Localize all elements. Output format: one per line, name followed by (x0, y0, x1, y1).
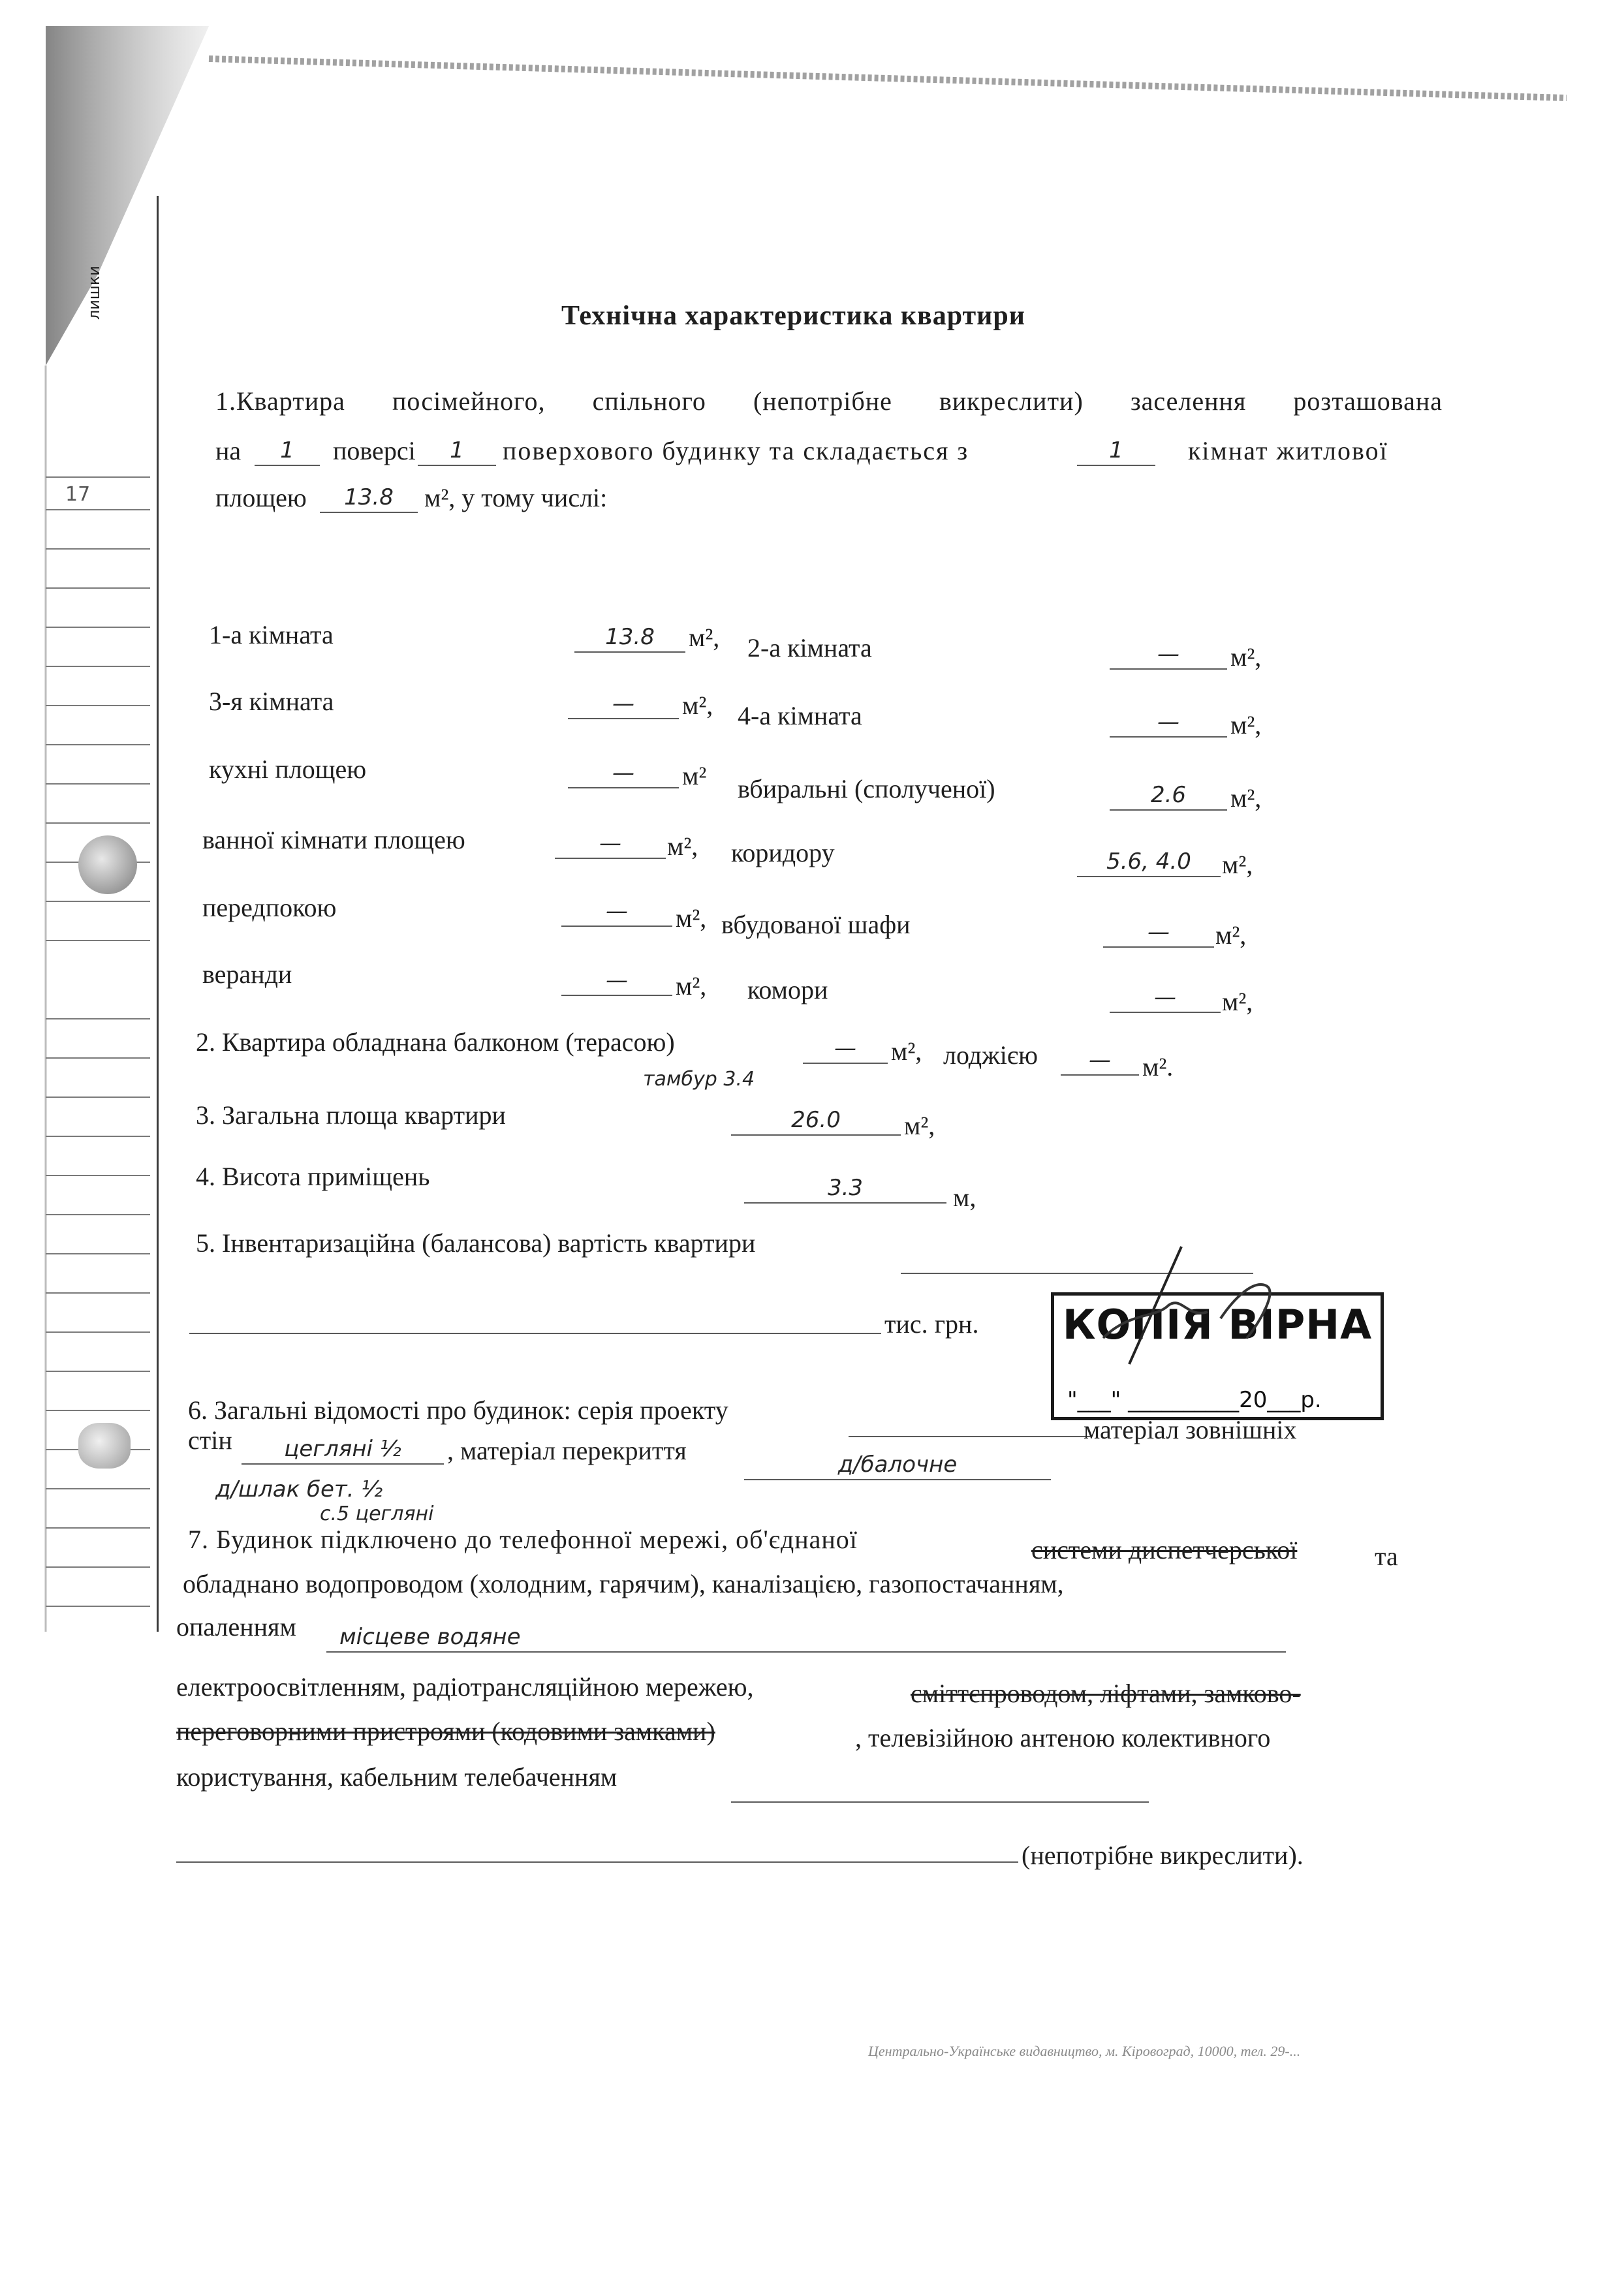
walls-value: цегляні ½ (284, 1436, 401, 1462)
room2-label: 2-а кімната (747, 633, 872, 662)
rooms-count-value: 1 (1109, 437, 1123, 463)
section1-text-building: поверхового будинку та складається з (503, 436, 969, 465)
heating-value: місцеве водяне (339, 1624, 521, 1650)
storage-value: — (1154, 984, 1176, 1010)
margin-side-label: лишки (85, 266, 103, 320)
heating-label: опаленням (176, 1612, 296, 1641)
margin-page-number: 17 (65, 483, 91, 506)
corridor-value: 5.6, 4.0 (1106, 848, 1191, 875)
printer-imprint: Центрально-Українське видавництво, м. Кіровоград, 10000, тел. 29-... (868, 2043, 1301, 2059)
section6-outer-material: матеріал зовнішніх (1084, 1415, 1297, 1444)
corridor-unit: м², (1222, 850, 1253, 879)
section7-line6: користування, кабельним телебаченням (176, 1762, 617, 1792)
balance-value-line-2 (189, 1303, 881, 1334)
section3-unit: м², (904, 1111, 935, 1140)
room1-value: 13.8 (605, 624, 655, 650)
stamp-title: КОПІЯ ВІРНА (1062, 1301, 1373, 1348)
floor-material-label: , матеріал перекриття (447, 1436, 687, 1465)
section2-handwritten-note: тамбур 3.4 (643, 1068, 755, 1091)
section2-unit1: м², (891, 1036, 922, 1066)
total-area-value: 26.0 (791, 1107, 841, 1133)
room4-value: — (1157, 709, 1179, 735)
section7-line2: обладнано водопроводом (холодним, гарячим), каналізацією, газопостачанням, (183, 1569, 1064, 1598)
section1-word-na: на (215, 436, 242, 465)
bath-value: — (599, 830, 621, 856)
section5-unit: тис. грн. (884, 1309, 979, 1339)
section7-line4b: сміттєпроводом, ліфтами, замково- (911, 1679, 1301, 1708)
section1-text-m2: м², у тому числі: (424, 483, 608, 512)
section3-text: 3. Загальна площа квартири (196, 1100, 506, 1130)
floor-material-value: д/балочне (837, 1452, 958, 1478)
kitchen-value: — (612, 760, 634, 786)
section7-line4a: електроосвітленням, радіотрансляційною мережею, (176, 1672, 754, 1702)
project-series-line (849, 1406, 1090, 1437)
height-value: 3.3 (827, 1175, 864, 1201)
balance-value-line (901, 1243, 1253, 1274)
section7-line5b: , телевізійною антеною колективного (855, 1723, 1271, 1752)
veranda-unit: м², (676, 971, 707, 1001)
room2-unit: м², (1230, 642, 1262, 672)
binder-hole (78, 1423, 131, 1469)
room4-unit: м², (1230, 710, 1262, 739)
room4-label: 4-а кімната (738, 701, 862, 730)
section1-text-area: площею (215, 483, 307, 512)
toilet-value: 2.6 (1150, 782, 1187, 808)
section1-line1: 1.Квартира посімейного, спільного (непотрібне викреслити) заселення розташована (215, 386, 1443, 416)
section1-text-rooms: кімнат житлової (1188, 436, 1388, 465)
loggia-label: лоджією (943, 1040, 1038, 1070)
toilet-label: вбиральні (сполученої) (738, 774, 995, 803)
room3-unit: м², (682, 691, 713, 720)
veranda-value: — (606, 967, 628, 993)
toilet-unit: м², (1230, 783, 1262, 813)
storage-label: комори (747, 975, 828, 1004)
room3-label: 3-я кімната (209, 687, 334, 716)
storage-unit: м², (1222, 987, 1253, 1016)
walls-label: стін (188, 1425, 232, 1455)
loggia-value: — (1089, 1047, 1111, 1073)
section6-note2: с.5 цегляні (320, 1502, 434, 1525)
certified-copy-stamp (1051, 1292, 1384, 1420)
balcony-value: — (834, 1035, 856, 1061)
section7-line1b: системи диспетчерської (1031, 1535, 1298, 1564)
binder-hole (78, 835, 137, 894)
section4-unit: м, (953, 1183, 976, 1212)
room1-label: 1-а кімната (209, 620, 334, 649)
section2-text: 2. Квартира обладнана балконом (терасою) (196, 1027, 675, 1057)
section1-word-poversi: поверсі (333, 436, 416, 465)
cable-tv-line (731, 1771, 1149, 1803)
section5-text: 5. Інвентаризаційна (балансова) вартість квартири (196, 1228, 756, 1258)
section7-line1c: та (1375, 1542, 1398, 1571)
section2-unit2: м². (1142, 1052, 1174, 1081)
section6-note1: д/шлак бет. ½ (215, 1476, 383, 1502)
kitchen-unit: м² (682, 761, 707, 790)
section7-line1a: 7. Будинок підключено до телефонної мережі, об'єднаної (188, 1525, 858, 1554)
section7-blank-line (176, 1831, 1018, 1863)
storeys-value: 1 (450, 437, 464, 463)
living-area-value: 13.8 (344, 484, 394, 510)
section7-line7-end: (непотрібне викреслити). (1022, 1841, 1304, 1870)
document-title: Технічна характеристика квартири (561, 301, 1025, 331)
closet-value: — (1148, 919, 1170, 945)
room1-unit: м², (689, 623, 720, 652)
margin-strip (46, 196, 159, 1632)
bath-label: ванної кімнати площею (202, 825, 465, 854)
bath-unit: м², (667, 832, 698, 861)
room3-value: — (612, 691, 634, 717)
closet-label: вбудованої шафи (721, 910, 911, 939)
stamp-date: "___" __________20___р. (1067, 1387, 1322, 1413)
closet-unit: м², (1215, 920, 1247, 950)
hall-value: — (606, 898, 628, 924)
hall-label: передпокою (202, 893, 337, 922)
section6-text: 6. Загальні відомості про будинок: серія проекту (188, 1395, 728, 1425)
section7-line5a: переговорними пристроями (кодовими замками) (176, 1717, 715, 1746)
veranda-label: веранди (202, 959, 292, 989)
corridor-label: коридору (731, 838, 835, 867)
hall-unit: м², (676, 903, 707, 933)
floor-value: 1 (280, 437, 294, 463)
room2-value: — (1157, 641, 1179, 667)
section4-text: 4. Висота приміщень (196, 1162, 430, 1191)
kitchen-label: кухні площею (209, 755, 367, 784)
